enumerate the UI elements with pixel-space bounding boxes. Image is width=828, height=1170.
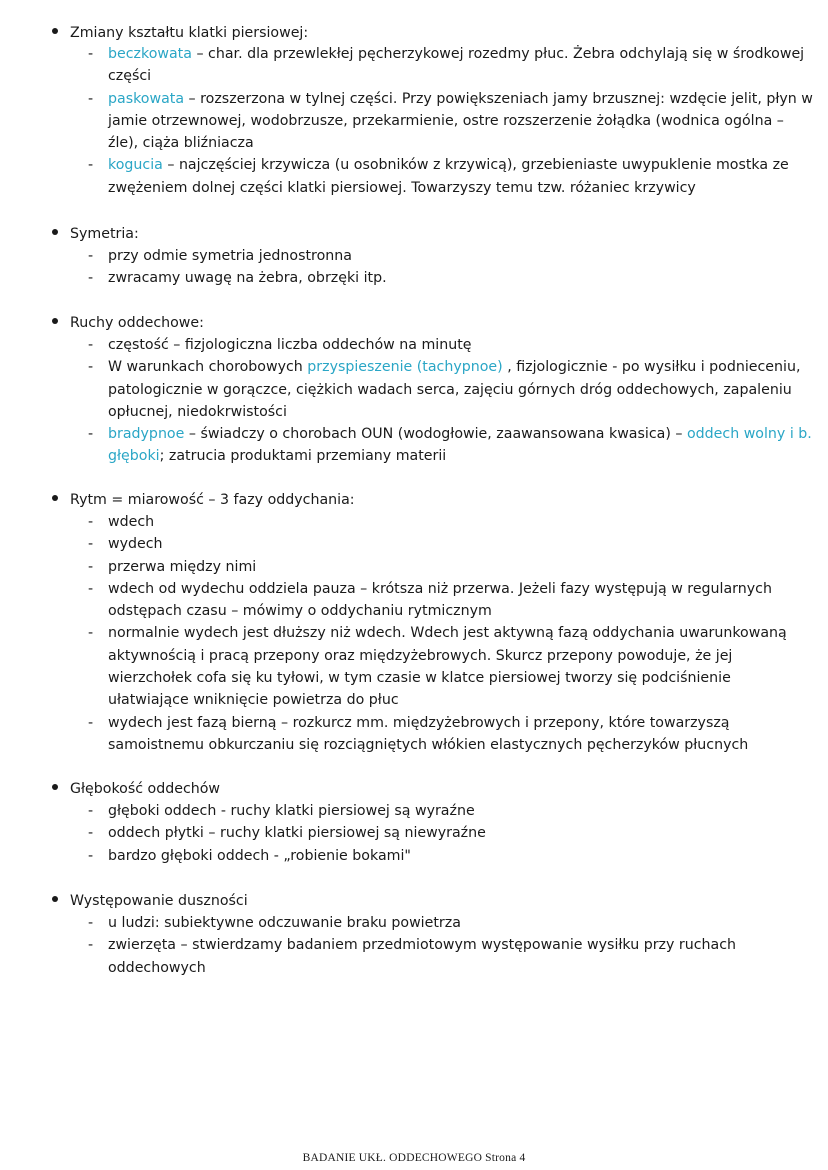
highlighted-term: bradypnoe (108, 426, 185, 443)
dash-icon: - (88, 536, 94, 553)
page-footer: BADANIE UKŁ. ODDECHOWEGO Strona 4 (302, 1152, 526, 1164)
list-item: - W warunkach chorobowych przyspieszenie (tachypnoe) , fizjologicznie - po wysiłku i podnieceniu, patologicznie w gorączce, ciężkich wadach serca, zajęciu górnych dróg oddechowych, zapaleniu opłucnej, niedokrwistości (88, 356, 813, 423)
list-item: - bradypnoe – świadczy o chorobach OUN (wodogłowie, zaawansowana kwasica) – oddech wolny i b. głęboki; zatrucia produktami przemiany materii (88, 423, 813, 468)
list-item: - normalnie wydech jest dłuższy niż wdech. Wdech jest aktywną fazą oddychania uwarunkowaną aktywnością i pracą przepony oraz międzyżebrowych. Skurcz przepony powoduje, że jej wierzchołek cofa się ku tyłowi, w tym czasie w klatce piersiowej tworzy się podciśnienie ułatwiające wniknięcie powietrza do płuc (88, 622, 813, 711)
list-item: - oddech płytki – ruchy klatki piersiowej są niewyraźne (88, 822, 813, 844)
dash-icon: - (88, 46, 94, 62)
bullet-icon (52, 896, 58, 902)
list-item: - u ludzi: subiektywne odczuwanie braku powietrza (88, 912, 813, 934)
bullet-icon (52, 318, 58, 324)
bullet-icon (52, 784, 58, 790)
list-item: - kogucia – najczęściej krzywicza (u osobników z krzywicą), grzebieniaste uwypuklenie mostka ze zwężeniem dolnej części klatki piersiowej. Towarzyszy temu tzw. różaniec krzywicy (88, 154, 813, 199)
list-item: - zwierzęta – stwierdzamy badaniem przedmiotowym występowanie wysiłku przy ruchach oddechowych (88, 934, 813, 979)
dash-icon: - (88, 426, 94, 443)
section-heading: Symetria: (52, 223, 139, 245)
highlighted-term: oddech wolny i b. głęboki (108, 426, 812, 465)
dash-icon: - (88, 915, 94, 931)
dash-icon: - (88, 270, 94, 287)
list-item: - wdech od wydechu oddziela pauza – krótsza niż przerwa. Jeżeli fazy występują w regularnych odstępach czasu – mówimy o oddychaniu rytmicznym (88, 578, 813, 623)
dash-icon: - (88, 359, 94, 376)
highlighted-term: paskowata (108, 90, 185, 107)
list-item: - częstość – fizjologiczna liczba oddechów na minutę (88, 334, 813, 356)
section-heading: Zmiany kształtu klatki piersiowej: (52, 22, 308, 44)
dash-icon: - (88, 825, 94, 842)
list-item: - przy odmie symetria jednostronna (88, 245, 813, 267)
bullet-icon (52, 495, 58, 501)
section-heading: Ruchy oddechowe: (52, 312, 204, 334)
list-item: - zwracamy uwagę na żebra, obrzęki itp. (88, 267, 813, 289)
list-item: - beczkowata – char. dla przewlekłej pęcherzykowej rozedmy płuc. Żebra odchylają się w środkowej części (88, 43, 813, 88)
list-item: - wydech jest fazą bierną – rozkurcz mm. międzyżebrowych i przepony, które towarzyszą samoistnemu obkurczaniu się rozciągniętych włókien elastycznych pęcherzyków płucnych (88, 712, 813, 757)
dash-icon: - (88, 714, 94, 731)
dash-icon: - (88, 558, 94, 575)
list-item: - głęboki oddech - ruchy klatki piersiowej są wyraźne (88, 800, 813, 822)
dash-icon: - (88, 157, 94, 174)
section-heading: Występowanie duszności (52, 890, 248, 912)
dash-icon: - (88, 625, 94, 642)
dash-icon: - (88, 248, 94, 264)
dash-icon: - (88, 90, 94, 107)
dash-icon: - (88, 514, 94, 530)
highlighted-term: przyspieszenie (tachypnoe) (307, 359, 503, 376)
list-item: - przerwa między nimi (88, 556, 813, 578)
dash-icon: - (88, 803, 94, 819)
bullet-icon (52, 28, 58, 34)
highlighted-term: beczkowata (108, 46, 192, 62)
list-item: - wydech (88, 533, 813, 555)
highlighted-term: kogucia (108, 157, 163, 174)
dash-icon: - (88, 847, 94, 864)
section-heading: Głębokość oddechów (52, 778, 220, 800)
list-item: - bardzo głęboki oddech - „robienie bokami" (88, 845, 813, 867)
bullet-icon (52, 229, 58, 235)
list-item: - wdech (88, 511, 813, 533)
section-heading: Rytm = miarowość – 3 fazy oddychania: (52, 489, 355, 511)
dash-icon: - (88, 937, 94, 954)
dash-icon: - (88, 580, 94, 597)
dash-icon: - (88, 337, 94, 353)
list-item: - paskowata – rozszerzona w tylnej części. Przy powiększeniach jamy brzusznej: wzdęcie jelit, płyn w jamie otrzewnowej, wodobrzusze, przekarmienie, ostre rozszerzenie żołądka (wodnica ogólna – źle), ciąża bliźniacza (88, 88, 813, 155)
